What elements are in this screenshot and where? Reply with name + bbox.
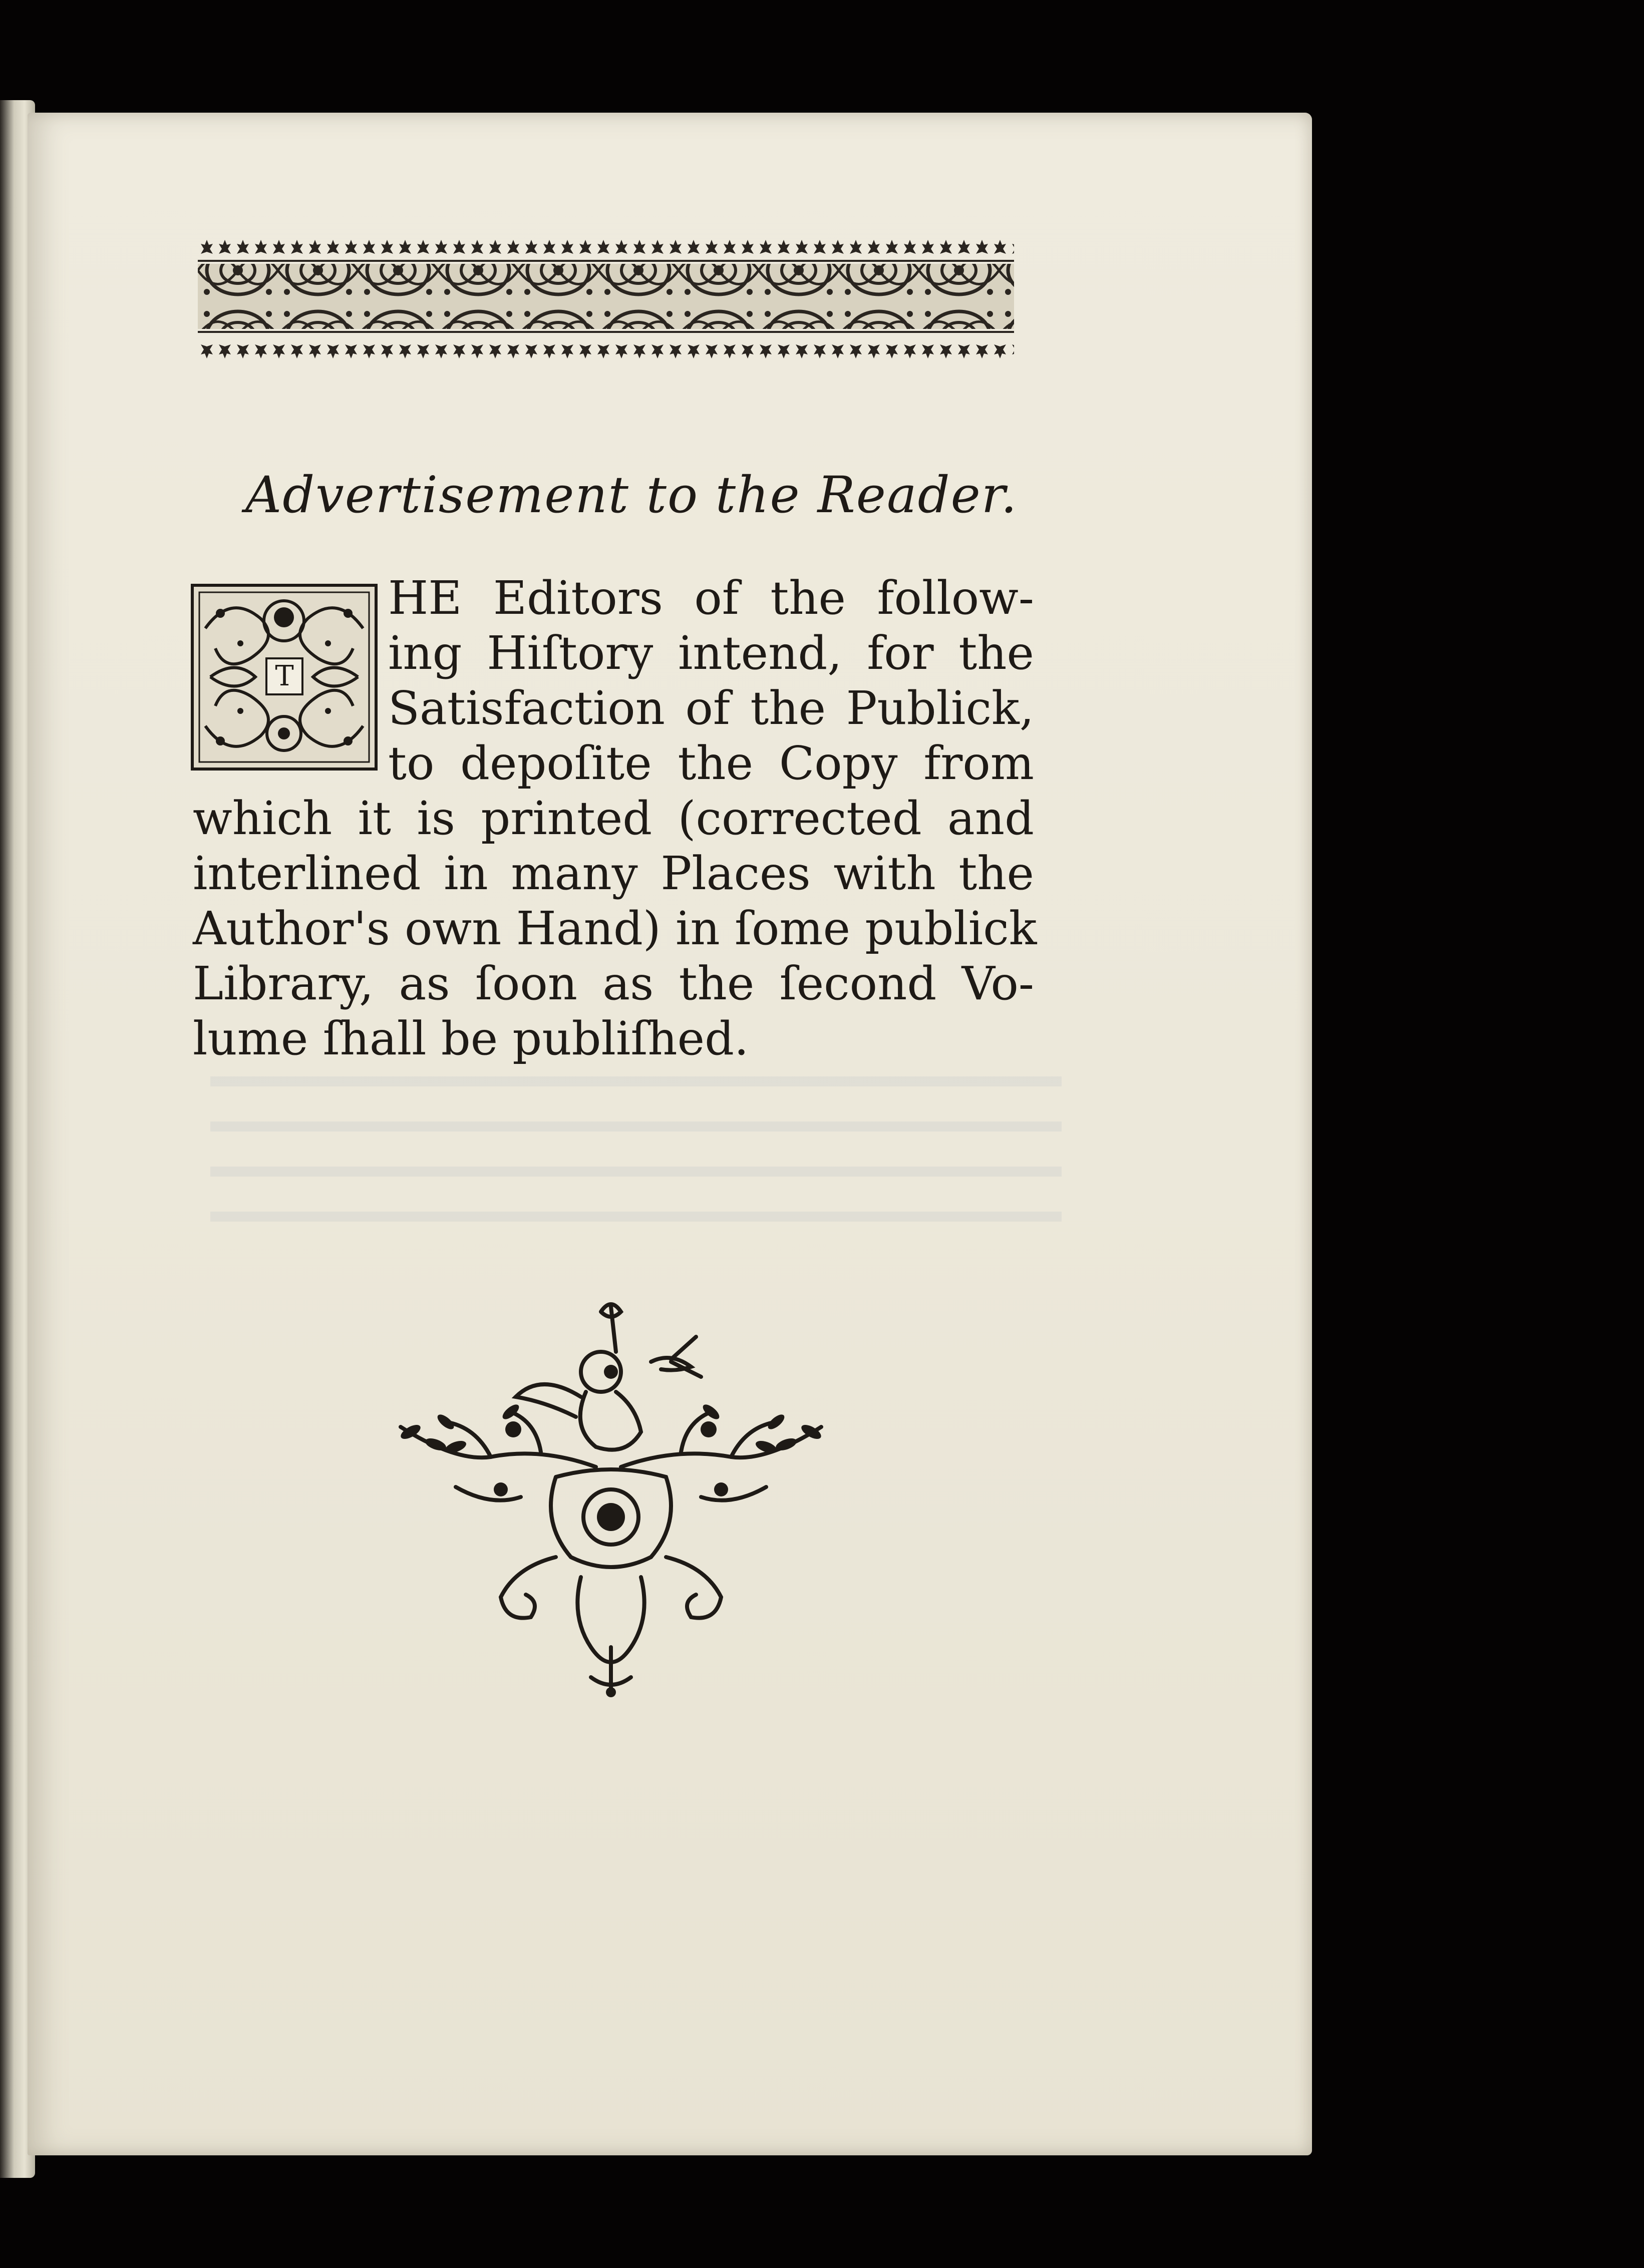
text-line: Library, as ſoon as the ſecond Vo- xyxy=(193,957,1034,1010)
headpiece-ornament xyxy=(198,238,1014,360)
text-line: HE Editors of the follow- xyxy=(388,571,1034,625)
text-line: interlined in many Places with the xyxy=(193,847,1034,900)
tailpiece-vignette xyxy=(391,1297,831,1697)
advertisement-text xyxy=(193,571,1037,1066)
text-line: Author's own Hand) in ſome publick xyxy=(193,902,1037,955)
text-line: to depoſite the Copy from xyxy=(388,736,1034,790)
text-line: which it is printed (corrected and xyxy=(193,792,1034,845)
drop-cap-letter: T xyxy=(265,657,303,695)
text-line: lume ſhall be publiſhed. xyxy=(193,1012,749,1065)
ink-show-through xyxy=(210,1076,1062,1227)
page-title: Advertisement to the Reader. xyxy=(245,466,1018,524)
text-line: ing Hiſtory intend, for the xyxy=(388,626,1034,680)
text-line: Satisfaction of the Publick, xyxy=(388,681,1034,735)
